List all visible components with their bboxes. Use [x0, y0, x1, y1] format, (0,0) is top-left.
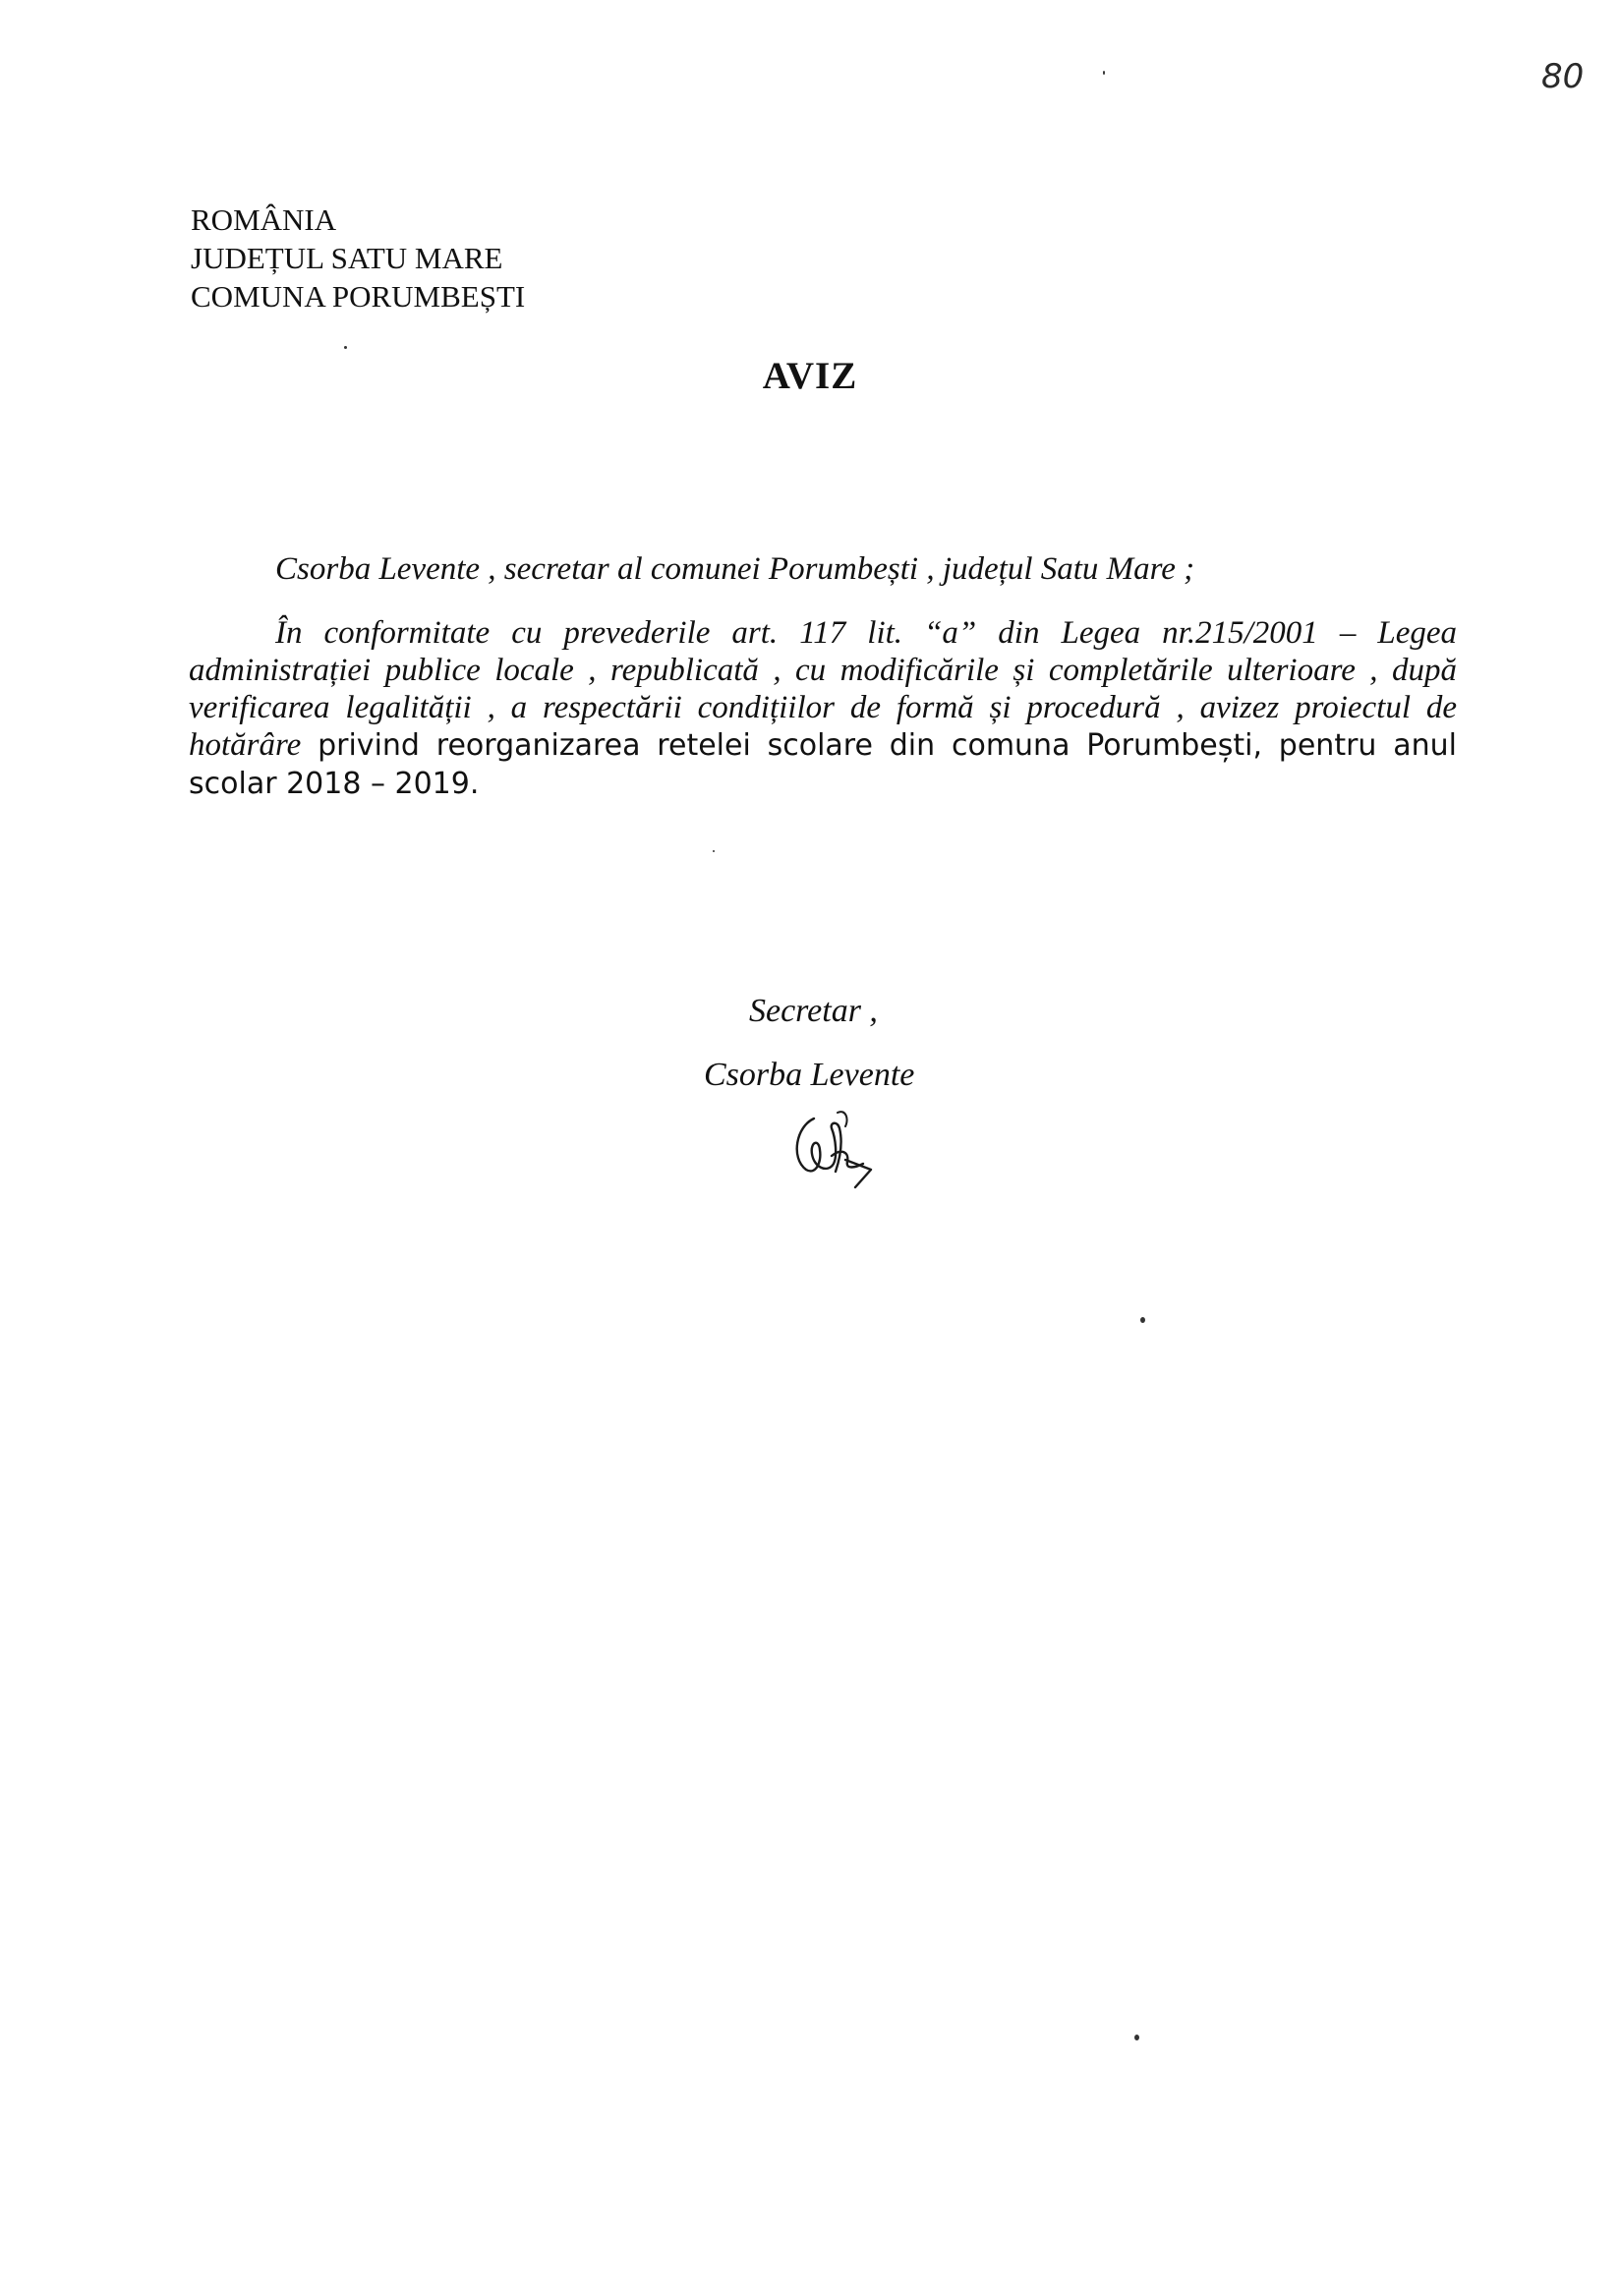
- paragraph-main: [189, 614, 1457, 803]
- paragraph-intro: Csorba Levente , secretar al comunei Porumbești , județul Satu Mare ;: [275, 551, 1195, 587]
- signature-label: Secretar ,: [749, 993, 878, 1029]
- scan-speck: [1140, 1317, 1145, 1323]
- document-title: AVIZ: [762, 355, 858, 397]
- header-county: JUDEȚUL SATU MARE: [191, 241, 503, 275]
- document-header: [191, 201, 525, 316]
- page-number: 80: [1541, 57, 1585, 96]
- header-country: ROMÂNIA: [191, 202, 337, 237]
- paragraph-main-normal: privind reorganizarea retelei scolare din comuna Porumbești, pentru anul scolar 2018 – 2019.: [189, 728, 1457, 801]
- header-commune: COMUNA PORUMBEȘTI: [191, 279, 526, 314]
- scan-speck: [1134, 2035, 1139, 2040]
- scan-speck: [713, 850, 715, 852]
- scan-speck: [344, 346, 347, 349]
- handwritten-signature-icon: [777, 1099, 895, 1197]
- paragraph-main-italic: În conformitate cu prevederile art. 117 lit. “a” din Legea nr.215/2001 – Legea administrației publice locale , republicată , cu modificările și completările ulterioare , după verificarea legalității , a respectării condițiilor de formă și procedură , avizez proiectul de hotărâre: [189, 615, 1457, 763]
- signature-name: Csorba Levente: [704, 1057, 915, 1093]
- scan-speck: [1103, 71, 1105, 75]
